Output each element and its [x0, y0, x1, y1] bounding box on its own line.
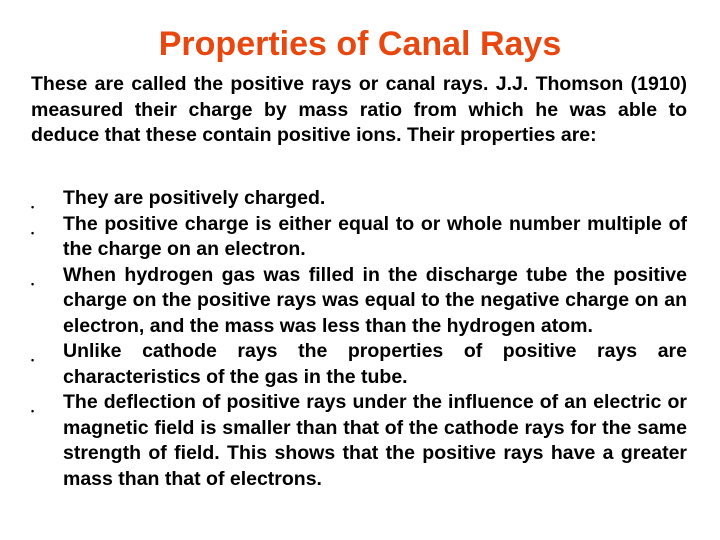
- list-item-text: They are positively charged.: [63, 187, 326, 209]
- bullet-icon: •: [31, 278, 35, 289]
- properties-list: [31, 186, 687, 492]
- bullet-icon: •: [31, 355, 35, 365]
- list-item: [31, 263, 687, 340]
- intro-paragraph: These are called the positive rays or canal rays. J.J. Thomson (1910) measured their charge by mass ratio from which he was able to deduce that these contain positive ions. Their properties are:: [31, 73, 687, 146]
- list-item: [31, 339, 687, 390]
- list-item: [31, 390, 687, 492]
- slide-title: Properties of Canal Rays: [158, 25, 562, 63]
- list-item: [31, 212, 687, 263]
- list-item-text: When hydrogen gas was filled in the discharge tube the positive charge on the positive rays was equal to the negative charge on an electron, and the mass was less than the hydrogen atom.: [63, 263, 687, 337]
- list-item-text: The deflection of positive rays under the influence of an electric or magnetic field is smaller than that of the cathode rays for the same strength of field. This shows that the positive rays have a greater mass than that of electrons.: [63, 391, 687, 490]
- list-item: [31, 186, 687, 212]
- list-item-text: Unlike cathode rays the properties of positive rays are characteristics of the gas in the tube.: [63, 340, 687, 388]
- bullet-icon: •: [31, 202, 35, 212]
- bullet-icon: •: [31, 406, 35, 416]
- list-item-text: The positive charge is either equal to or whole number multiple of the charge on an electron.: [63, 212, 687, 260]
- bullet-icon: •: [31, 227, 35, 238]
